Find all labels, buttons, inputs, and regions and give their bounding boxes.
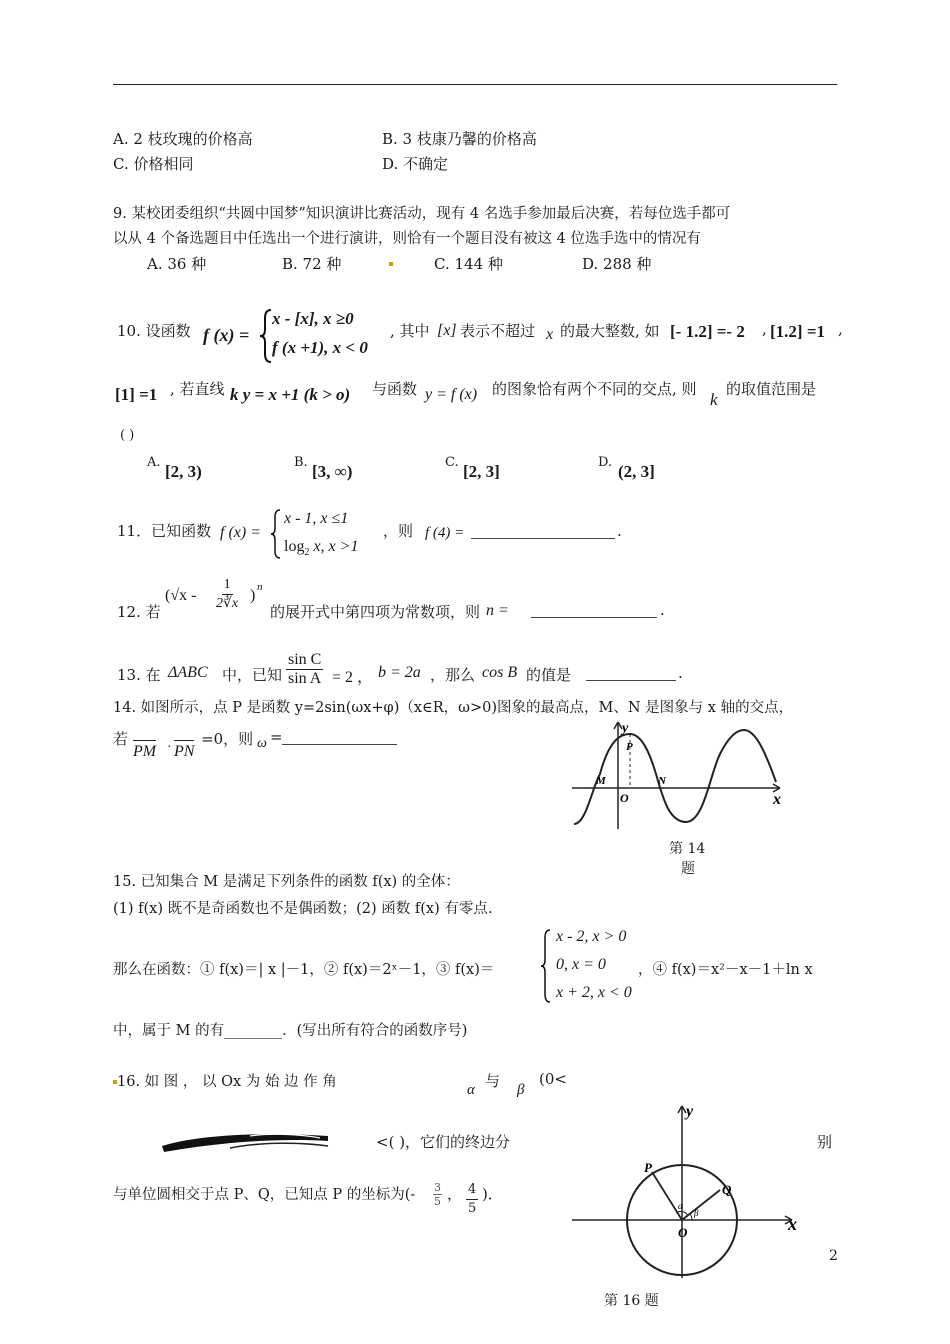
q10-option-b-label: B. (294, 455, 308, 470)
q10-text4: , 若直线 (170, 380, 225, 398)
q16-line1: 16. 如 图 ， 以 Ox 为 始 边 作 角 (117, 1074, 337, 1090)
q15-case2: 0, x = 0 (556, 956, 606, 973)
q10-example3: [1] =1 (115, 385, 158, 404)
q16-fig-label-o: O (678, 1225, 688, 1240)
q10-answer-paren: ( ) (120, 428, 135, 443)
q14-line2-a: 若 (113, 730, 129, 748)
q9-option-c: C. 144 种 (434, 255, 503, 273)
q16-fig-label-x: x (788, 1214, 797, 1234)
q10-option-b-value: [3, ∞) (312, 462, 353, 481)
q16-figure (570, 1100, 810, 1280)
q16-p-sep: ， (447, 1185, 463, 1203)
q16-line2-mid: <( )，它们的终边分 (376, 1133, 511, 1151)
q16-beta: β (517, 1082, 525, 1098)
q10-option-a-value: [2, 3) (165, 462, 202, 481)
q10-text7: 的取值范围是 (726, 380, 817, 398)
q15-line2: (1) f(x) 既不是奇函数也不是偶函数；(2) 函数 f(x) 有零点. (113, 901, 493, 917)
q14-fig-label-x: x (773, 791, 781, 808)
q9-option-d: D. 288 种 (582, 255, 652, 273)
q14-fig-caption-1: 第 14 (669, 841, 706, 857)
q10-example1: [- 1.2] =- 2 (670, 322, 745, 341)
header-rule (113, 84, 837, 85)
q8-option-a: A. 2 枝玫瑰的价格高 (113, 130, 253, 148)
q14-vector-pm: PM (133, 740, 156, 761)
q13-text1: 中，已知 (222, 666, 283, 684)
q12-fraction: $\frac{1}{2∛x}$ (216, 577, 239, 611)
q10-case1: x - [x], x ≥0 (272, 309, 354, 328)
q11-f-lhs: f (x) = (220, 524, 261, 541)
q9-option-a: A. 36 种 (147, 255, 207, 273)
q16-line3-b: )． (482, 1185, 503, 1203)
q13-end: . (678, 664, 683, 682)
q14-omega: ω (257, 736, 267, 751)
q16-p-y-frac: $\frac{4}{5}$ (468, 1182, 477, 1216)
q14-figure (570, 714, 800, 830)
q16-tail1: (0< (539, 1070, 567, 1088)
q10-text6: 的图象恰有两个不同的交点, 则 (492, 380, 697, 398)
q11-end: . (617, 522, 622, 540)
q16-fig-label-y: y (686, 1103, 694, 1120)
q11-case2: $\log_2 x$, x >1 (284, 538, 359, 559)
q10-example2: [1.2] =1 (770, 322, 826, 341)
q16-with: 与 (485, 1072, 501, 1090)
q10-case2: f (x +1), x < 0 (272, 338, 368, 357)
q10-option-a-label: A. (147, 455, 161, 470)
q11-ask: f (4) = (425, 525, 465, 541)
q14-line2-b: =0，则 (201, 730, 254, 748)
stray-mark (389, 262, 393, 266)
q10-brace (259, 308, 273, 364)
page-number: 2 (829, 1248, 838, 1264)
q14-vector-pn: PN (174, 740, 194, 761)
q8-option-b: B. 3 枝康乃馨的价格高 (382, 130, 537, 148)
q13-text3: 的值是 (526, 666, 572, 684)
q11-case1: x - 1, x ≤1 (284, 510, 349, 527)
q16-fig-label-beta: β (694, 1208, 699, 1218)
q13-text2: ，那么 (430, 666, 476, 684)
q16-smudge-image (160, 1128, 332, 1154)
q15-line3-b: ，④ f(x)＝x²－x－1＋ln x (638, 962, 813, 978)
q15-brace (540, 928, 552, 1004)
q16-alpha: α (467, 1082, 475, 1098)
q16-fig-label-alpha: α (678, 1201, 683, 1211)
q10-text2: 表示不超过 (460, 322, 536, 340)
q11-label: 11．已知函数 (117, 522, 212, 540)
q11-answer-blank[interactable] (471, 524, 615, 539)
q10-f-lhs: f (x) = (203, 325, 250, 345)
q9-line1: 9. 某校团委组织“共圆中国梦”知识演讲比赛活动，现有 4 名选手参加最后决赛，若每位选手都可 (113, 206, 731, 222)
q10-option-c-label: C. (445, 455, 459, 470)
q14-dot: · (167, 740, 172, 755)
q13-fraction: $\frac{\text{sin C}}{\text{sin A}}$ (288, 651, 322, 687)
q13-eq1: = 2 ， (332, 669, 374, 686)
q16-fig-label-p: P (644, 1160, 652, 1175)
q14-line1: 14. 如图所示，点 P 是函数 y=2sin(ωx+φ)（x∈R，ω>0)图象的最高点，M、N 是图象与 x 轴的交点， (113, 700, 794, 716)
q16-fig-label-q: Q (722, 1182, 732, 1197)
q11-brace (270, 508, 282, 560)
q10-func: y = f (x) (425, 386, 478, 403)
q10-option-c-value: [2, 3] (463, 462, 500, 481)
q14-answer-blank[interactable] (282, 730, 397, 745)
q14-fig-label-m: M (596, 775, 606, 787)
q10-label: 10. 设函数 (117, 322, 191, 340)
q13-cosb: cos B (482, 664, 518, 681)
q8-option-d: D. 不确定 (382, 155, 449, 173)
q16-p-x-frac: $\frac{3}{5}$ (434, 1181, 441, 1208)
q15-line3-a: 那么在函数：① f(x)＝| x |－1，② f(x)＝2ˣ－1，③ f(x)＝ (113, 962, 495, 978)
q12-expr-left: (√x - (165, 587, 197, 604)
q9-option-b: B. 72 种 (282, 255, 342, 273)
q12-exponent: n (257, 581, 263, 593)
q14-fig-label-n: N (658, 775, 666, 787)
q12-expr-right: ) (250, 587, 256, 604)
q12-label: 12. 若 (117, 603, 161, 621)
q10-option-d-value: (2, 3] (618, 462, 655, 481)
q13-label: 13. 在 (117, 666, 161, 684)
q10-comma2: , (838, 320, 843, 338)
q13-eq2: b = 2a (378, 664, 421, 681)
q12-ask: n = (486, 602, 509, 619)
q14-fig-label-o: O (620, 791, 629, 805)
q10-text3: 的最大整数, 如 (560, 322, 660, 340)
q15-line1: 15. 已知集合 M 是满足下列条件的函数 f(x) 的全体： (113, 874, 460, 890)
q10-var-k: k (710, 390, 718, 409)
q10-comma: , (762, 320, 767, 338)
q14-fig-label-y: y (622, 721, 629, 736)
q13-answer-blank[interactable] (586, 666, 676, 681)
q9-line2: 以从 4 个备选题目中任选出一个进行演讲，则恰有一个题目没有被这 4 位选手选中的情况有 (113, 231, 701, 247)
q14-fig-label-p: P (626, 741, 633, 753)
q14-line2-c: = (270, 728, 283, 746)
q10-var-x: x (546, 326, 554, 343)
q14-fig-caption-2: 题 (681, 861, 695, 877)
q16-fig-caption: 第 16 题 (604, 1293, 659, 1309)
q10-bracket-x: [x] (437, 322, 457, 339)
q16-line3-a: 与单位圆相交于点 P、Q，已知点 P 的坐标为(- (113, 1187, 416, 1203)
q12-answer-blank[interactable] (531, 603, 657, 618)
q10-line-equation: k y = x +1 (k > o) (230, 385, 351, 404)
q13-triangle: ΔABC (168, 664, 208, 681)
q16-line2-end: 别 (817, 1133, 833, 1151)
q10-text1: , 其中 (390, 322, 430, 340)
q11-text: ，则 (383, 522, 414, 540)
q12-text: 的展开式中第四项为常数项，则 (270, 603, 481, 621)
q15-line4: 中，属于 M 的有________．(写出所有符合的函数序号) (113, 1023, 468, 1039)
q10-option-d-label: D. (598, 455, 613, 470)
q15-case1: x - 2, x > 0 (556, 928, 627, 945)
q8-option-c: C. 价格相同 (113, 155, 194, 173)
q12-end: . (660, 601, 665, 619)
q10-text5: 与函数 (372, 380, 418, 398)
q15-case3: x + 2, x < 0 (556, 984, 632, 1001)
